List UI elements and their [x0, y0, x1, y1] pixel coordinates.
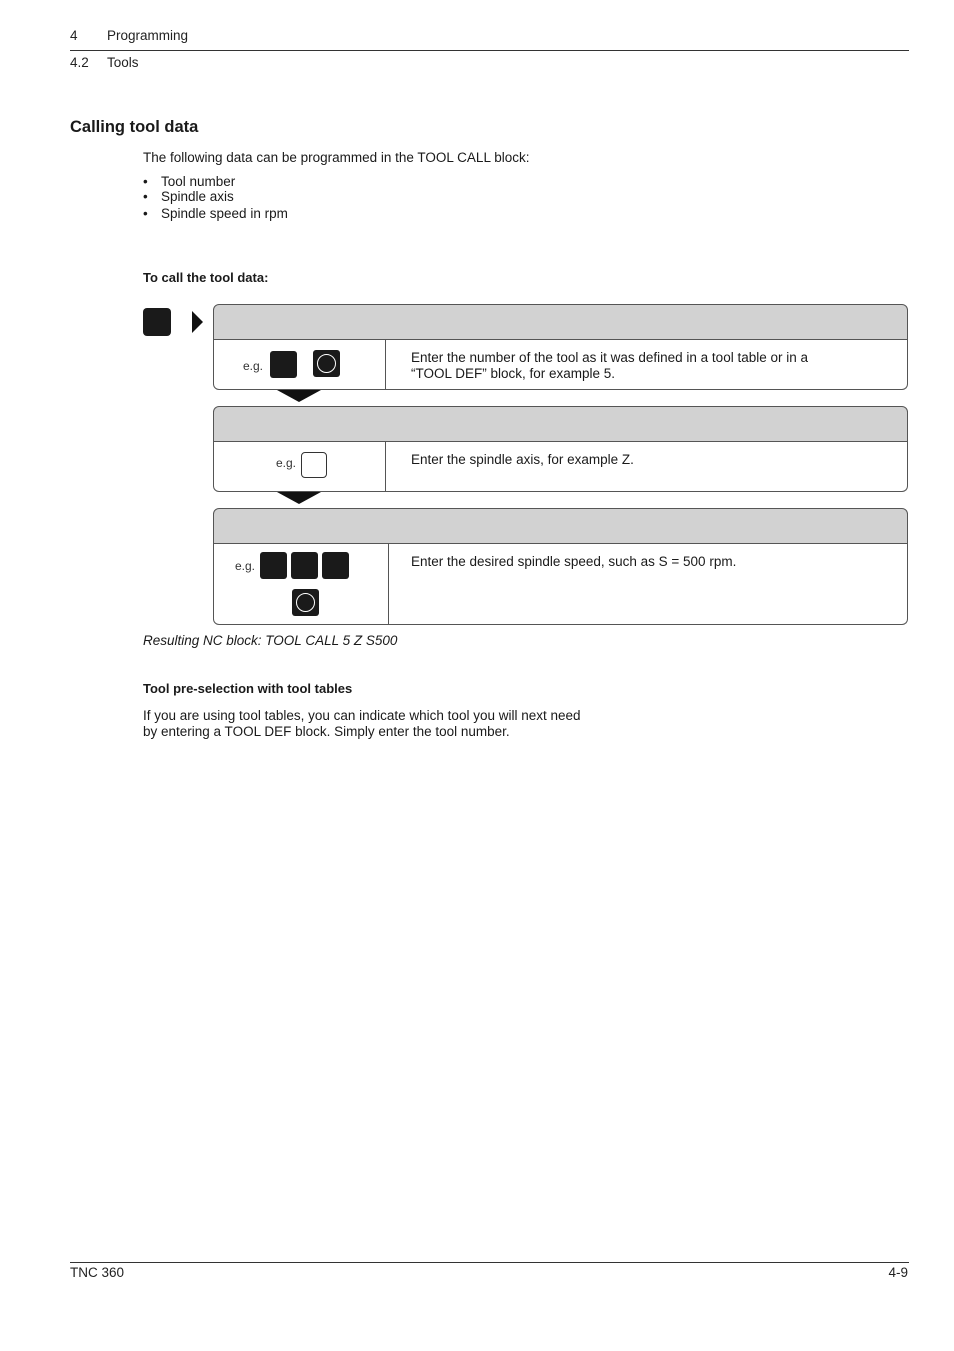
step2-eg-label: e.g. — [276, 456, 297, 470]
down-arrow-icon — [277, 492, 321, 504]
step2-box — [213, 442, 908, 492]
enter-key-icon[interactable] — [292, 589, 319, 616]
header-rule — [70, 50, 909, 51]
axis-key-icon[interactable] — [301, 452, 327, 478]
step2-description: Enter the spindle axis, for example Z. — [411, 452, 634, 467]
footer-rule — [70, 1262, 909, 1263]
step1-box — [213, 340, 908, 390]
preselection-text: If you are using tool tables, you can indicate which tool you will next need by entering a TOOL DEF block. Simply enter the tool number. — [143, 708, 581, 739]
step3-dialog-bar — [213, 508, 908, 544]
tool-call-key-icon — [143, 308, 171, 336]
intro-text: The following data can be programmed in the TOOL CALL block: — [143, 150, 530, 165]
step3-description: Enter the desired spindle speed, such as S = 500 rpm. — [411, 554, 737, 569]
down-arrow-icon — [277, 390, 321, 402]
step3-eg-label: e.g. — [235, 559, 256, 573]
digit-key-icon[interactable] — [322, 552, 349, 579]
section-title: Tools — [107, 55, 139, 70]
preselection-heading: Tool pre-selection with tool tables — [143, 681, 353, 696]
digit-key-icon[interactable] — [260, 552, 287, 579]
footer-model: TNC 360 — [70, 1265, 125, 1280]
list-item: • Spindle axis — [143, 189, 288, 205]
section-number: 4.2 — [70, 55, 89, 70]
step3-box — [213, 544, 908, 625]
step1-description: Enter the number of the tool as it was defined in a tool table or in a “TOOL DEF” block, for example 5. — [411, 350, 808, 381]
digit-key-icon[interactable] — [291, 552, 318, 579]
page-title: Calling tool data — [70, 118, 199, 136]
enter-key-icon[interactable] — [313, 350, 340, 377]
chapter-number: 4 — [70, 28, 78, 43]
step2-dialog-bar — [213, 406, 908, 442]
list-item: • Tool number — [143, 174, 288, 190]
list-item: • Spindle speed in rpm — [143, 206, 288, 222]
data-list — [143, 174, 288, 222]
digit-key-icon[interactable] — [270, 351, 297, 378]
page-number: 4-9 — [888, 1265, 908, 1280]
arrow-right-icon — [192, 311, 203, 333]
chapter-title: Programming — [107, 28, 189, 43]
step1-eg-label: e.g. — [243, 359, 264, 373]
result-nc-block: Resulting NC block: TOOL CALL 5 Z S500 — [143, 633, 398, 648]
procedure-heading: To call the tool data: — [143, 270, 269, 285]
step1-dialog-bar — [213, 304, 908, 340]
